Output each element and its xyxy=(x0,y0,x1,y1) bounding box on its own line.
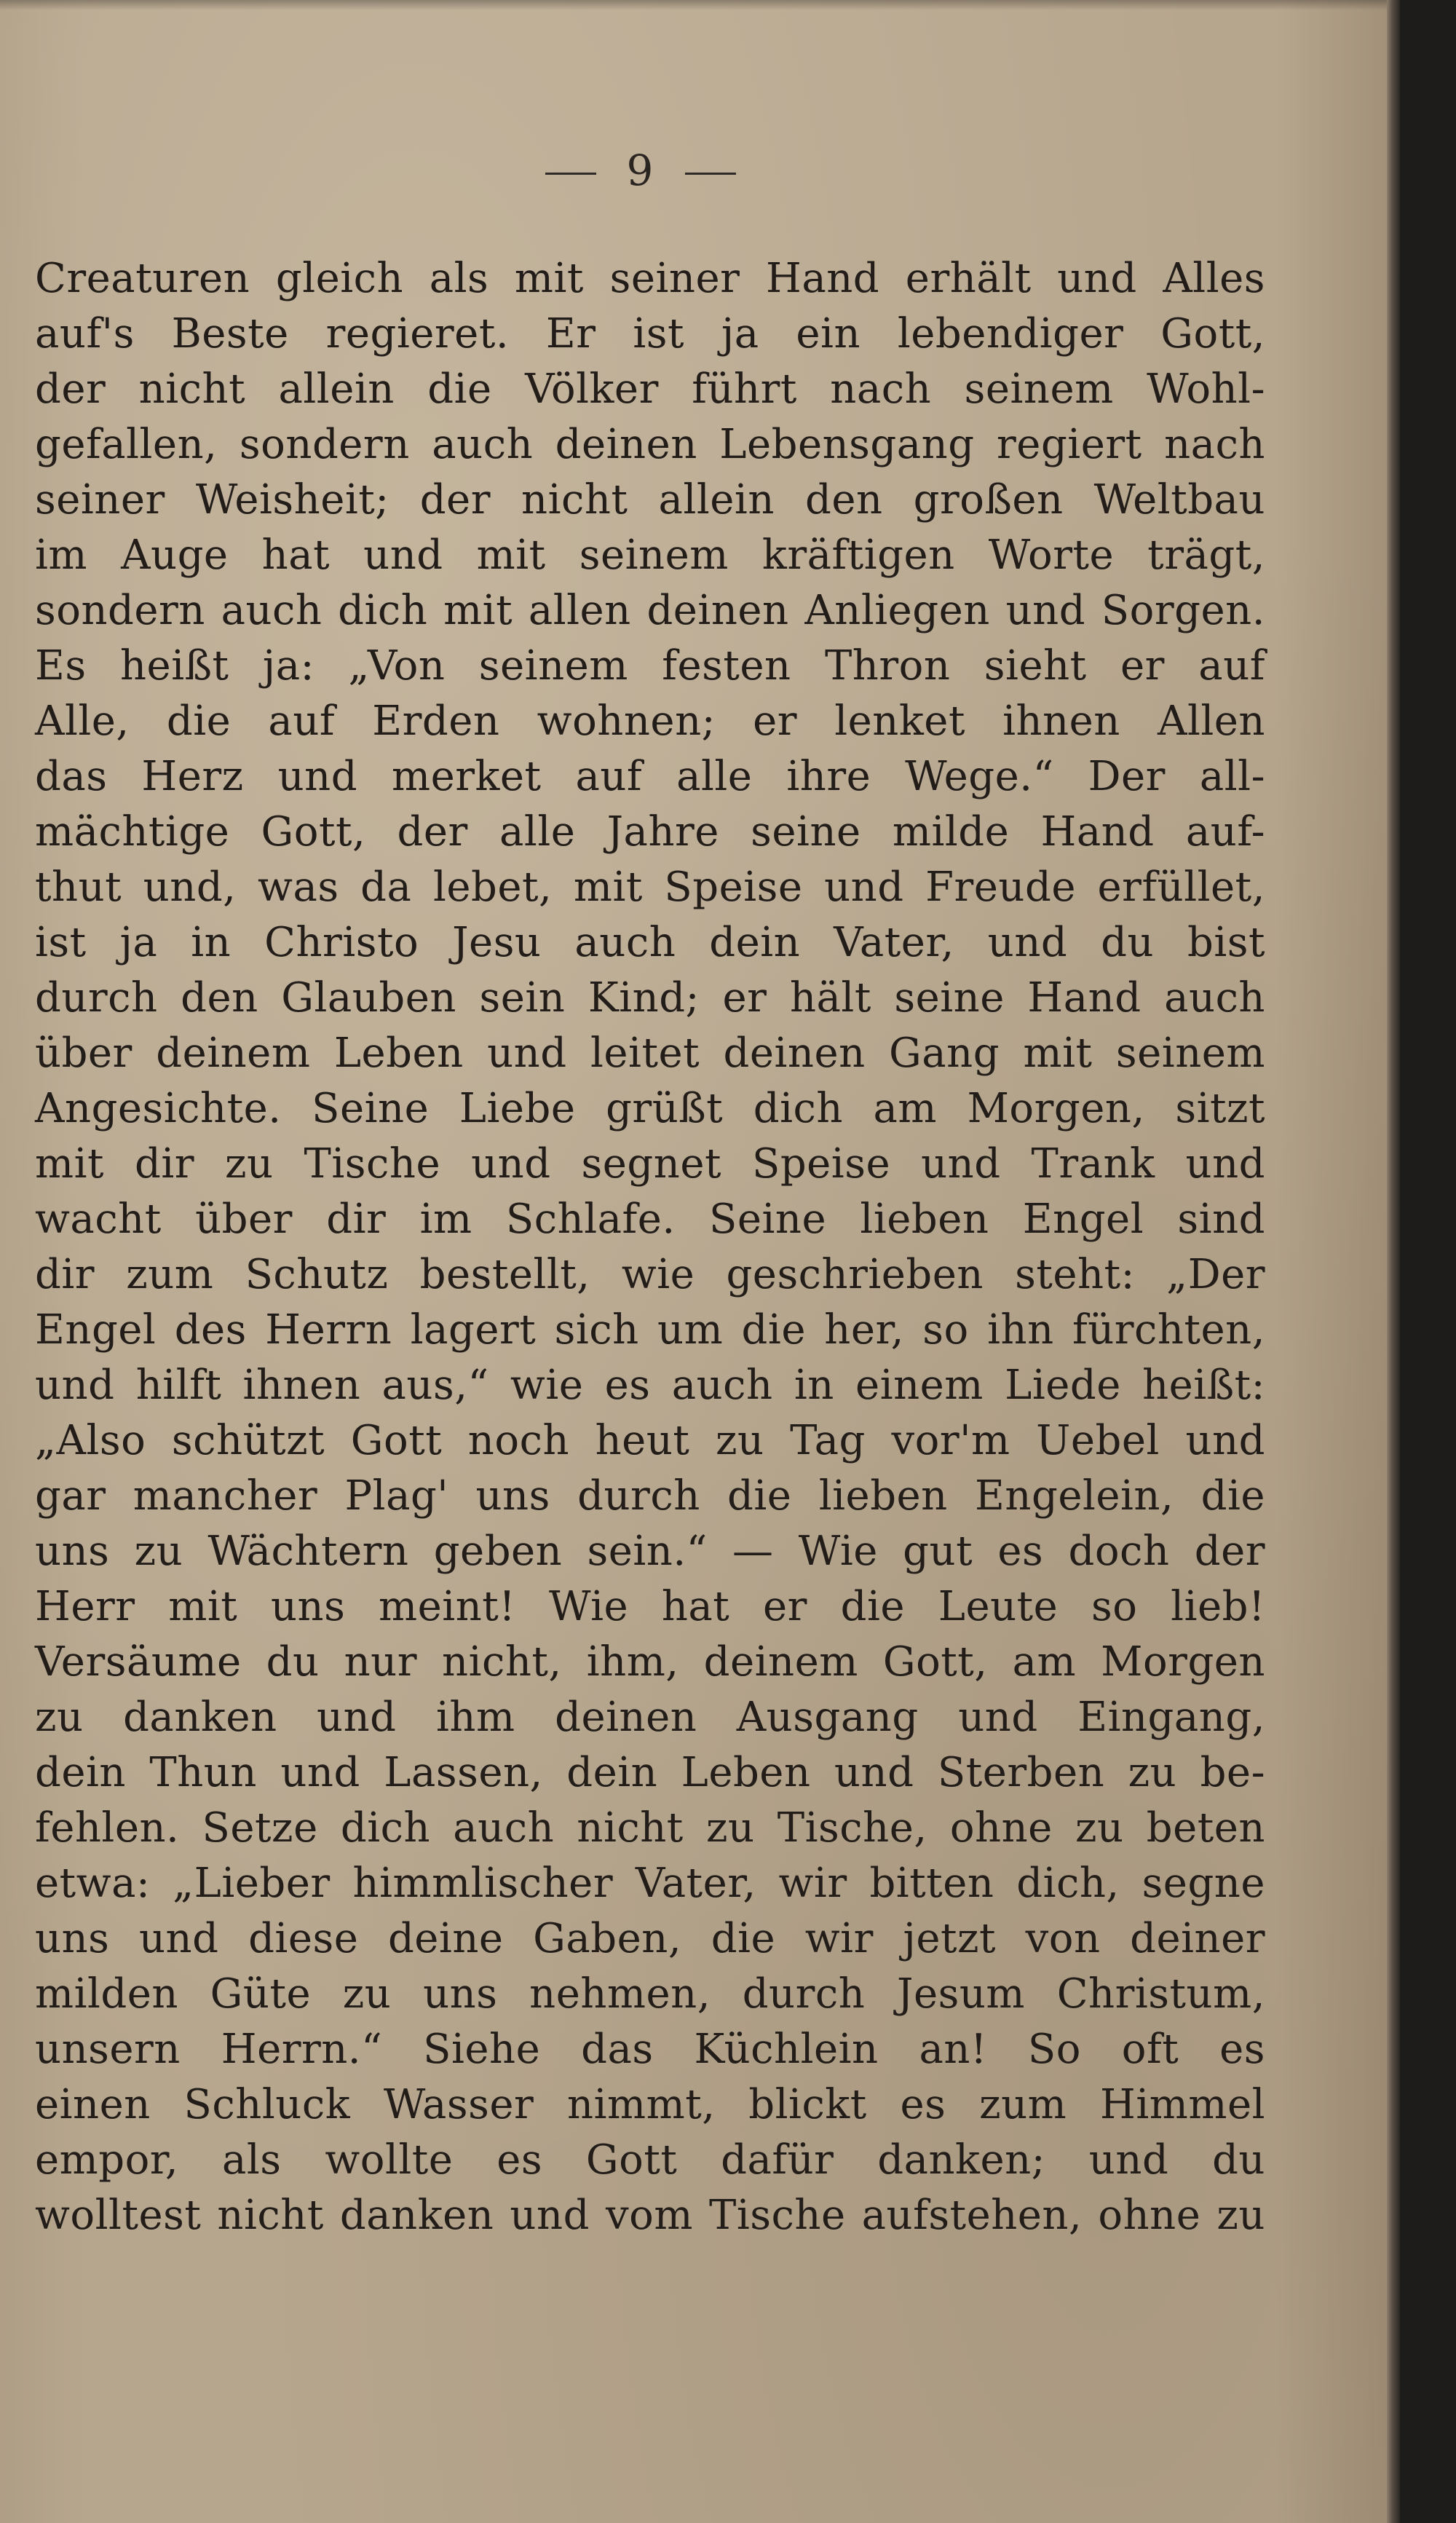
right-dash xyxy=(685,173,736,175)
text-line: gefallen, sondern auch deinen Lebensgang regiert nach xyxy=(35,421,1265,468)
text-line: wolltest nicht danken und vom Tische aufstehen, ohne zu xyxy=(35,2192,1265,2239)
text-line: Herr mit uns meint! Wie hat er die Leute so lieb! xyxy=(35,1583,1265,1630)
text-line: dir zum Schutz bestellt, wie geschrieben steht: „Der xyxy=(35,1251,1265,1298)
text-line: dein Thun und Lassen, dein Leben und Sterben zu be- xyxy=(35,1749,1265,1796)
page-edge xyxy=(1387,0,1400,2523)
page-number: 9 xyxy=(626,146,655,195)
text-line: mächtige Gott, der alle Jahre seine milde Hand auf- xyxy=(35,808,1265,856)
text-line: thut und, was da lebet, mit Speise und Freude erfüllet, xyxy=(35,864,1265,911)
text-line: Versäume du nur nicht, ihm, deinem Gott, am Morgen xyxy=(35,1638,1265,1686)
text-line: einen Schluck Wasser nimmt, blickt es zum Himmel xyxy=(35,2081,1265,2128)
text-line: Angesichte. Seine Liebe grüßt dich am Morgen, sitzt xyxy=(35,1085,1265,1132)
text-line: mit dir zu Tische und segnet Speise und Trank und xyxy=(35,1140,1265,1188)
text-line: auf's Beste regieret. Er ist ja ein lebendiger Gott, xyxy=(35,310,1265,358)
text-line: „Also schützt Gott noch heut zu Tag vor'm Uebel und xyxy=(35,1417,1265,1464)
text-line: empor, als wollte es Gott dafür danken; und du xyxy=(35,2136,1265,2184)
text-line: uns zu Wächtern geben sein.“ — Wie gut es doch der xyxy=(35,1528,1265,1575)
body-text xyxy=(35,251,1265,2243)
text-line: ist ja in Christo Jesu auch dein Vater, und du bist xyxy=(35,919,1265,966)
text-line: im Auge hat und mit seinem kräftigen Worte trägt, xyxy=(35,532,1265,579)
text-line: unsern Herrn.“ Siehe das Küchlein an! So oft es xyxy=(35,2026,1265,2073)
text-line: Alle, die auf Erden wohnen; er lenket ihnen Allen xyxy=(35,698,1265,745)
text-line: das Herz und merket auf alle ihre Wege.“ Der all- xyxy=(35,753,1265,800)
page-top-shadow xyxy=(0,0,1387,10)
text-line: sondern auch dich mit allen deinen Anliegen und Sorgen. xyxy=(35,587,1265,634)
text-line: milden Güte zu uns nehmen, durch Jesum Christum, xyxy=(35,1970,1265,2018)
text-line: Es heißt ja: „Von seinem festen Thron sieht er auf xyxy=(35,642,1265,690)
text-line: durch den Glauben sein Kind; er hält seine Hand auch xyxy=(35,974,1265,1022)
text-line: Engel des Herrn lagert sich um die her, so ihn fürchten, xyxy=(35,1306,1265,1354)
text-line: der nicht allein die Völker führt nach seinem Wohl- xyxy=(35,366,1265,413)
text-line: gar mancher Plag' uns durch die lieben Engelein, die xyxy=(35,1472,1265,1520)
text-line: etwa: „Lieber himmlischer Vater, wir bitten dich, segne xyxy=(35,1860,1265,1907)
left-dash xyxy=(545,173,596,175)
text-line: zu danken und ihm deinen Ausgang und Eingang, xyxy=(35,1694,1265,1741)
text-line: uns und diese deine Gaben, die wir jetzt von deiner xyxy=(35,1915,1265,1962)
text-line: über deinem Leben und leitet deinen Gang mit seinem xyxy=(35,1030,1265,1077)
text-line: Creaturen gleich als mit seiner Hand erhält und Alles xyxy=(35,255,1265,302)
text-line: wacht über dir im Schlafe. Seine lieben Engel sind xyxy=(35,1196,1265,1243)
text-line: seiner Weisheit; der nicht allein den großen Weltbau xyxy=(35,476,1265,524)
text-line: und hilft ihnen aus,“ wie es auch in einem Liede heißt: xyxy=(35,1362,1265,1409)
text-line: fehlen. Setze dich auch nicht zu Tische, ohne zu beten xyxy=(35,1804,1265,1852)
page-number-header xyxy=(0,146,1281,195)
